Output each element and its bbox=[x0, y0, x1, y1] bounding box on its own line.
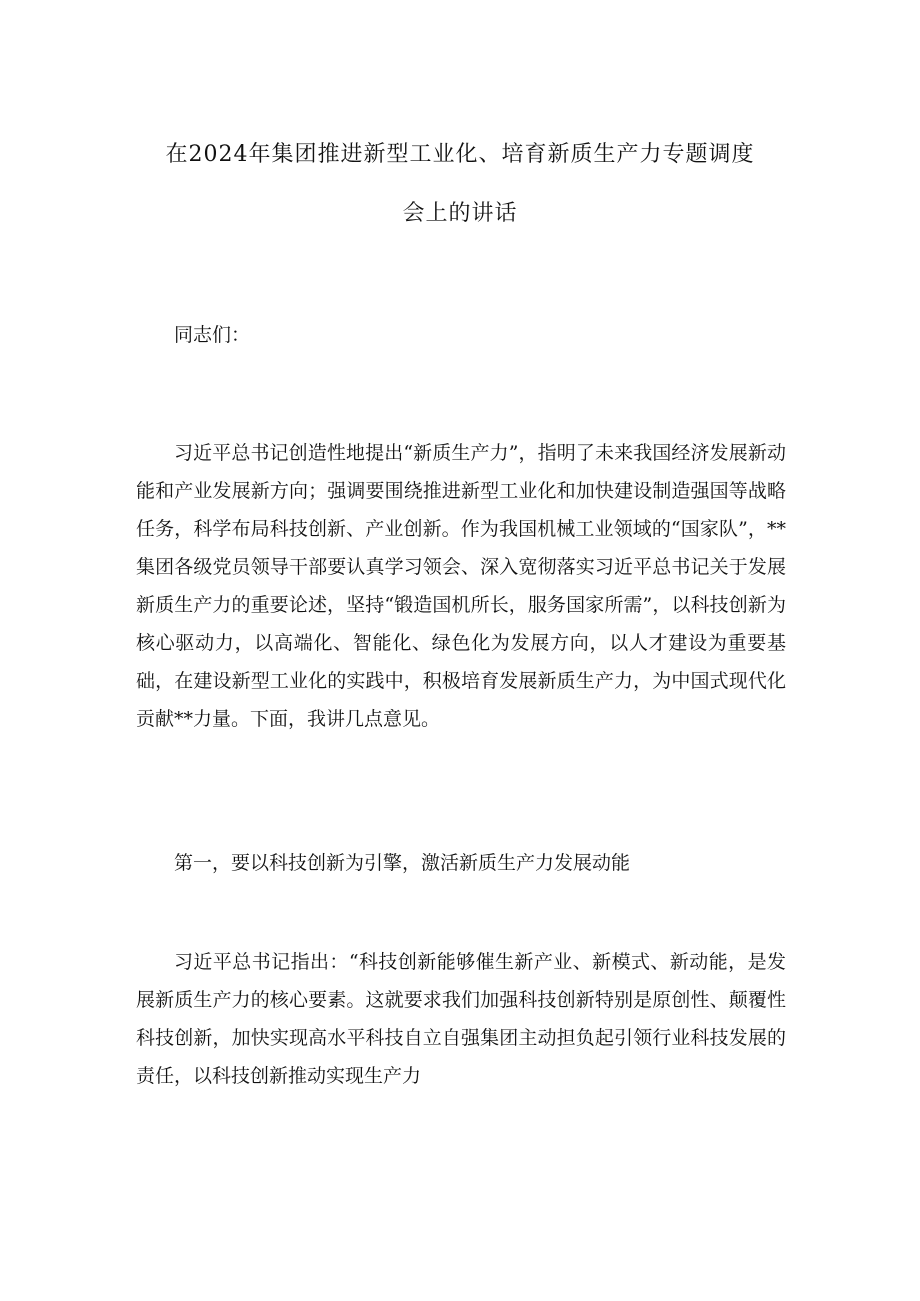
salutation: 同志们： bbox=[174, 324, 251, 346]
body-paragraph-1: 习近平总书记创造性地提出“新质生产力”，指明了未来我国经济发展新动能和产业发展新方向；强调要围绕推进新型工业化和加快建设制造强国等战略任务，科学布局科技创新、产业创新。作为我国机械工业领域的“国家队”，**集团各级党员领导干部要认真学习领会、深入宽彻落实习近平总书记关于发展新质生产力的重要论述，坚持“锻造国机所长，服务国家所需”，以科技创新为核心驱动力，以高端化、智能化、绿色化为发展方向，以人才建设为重要基础，在建设新型工业化的实践中，积极培育发展新质生产力，为中国式现代化贡献**力量。下面，我讲几点意见。 bbox=[136, 442, 786, 730]
section-heading-1: 第一，要以科技创新为引擎，激活新质生产力发展动能 bbox=[174, 852, 631, 874]
document-title-line-1: 在2024年集团推进新型工业化、培育新质生产力专题调度 bbox=[165, 142, 755, 167]
body-paragraph-2: 习近平总书记指出：“科技创新能够催生新产业、新模式、新动能，是发展新质生产力的核心要素。这就要求我们加强科技创新特别是原创性、颠覆性科技创新，加快实现高水平科技自立自强集团主动担负起引领行业科技发展的责任，以科技创新推动实现生产力 bbox=[136, 951, 786, 1087]
document-title-line-2: 会上的讲话 bbox=[402, 201, 518, 226]
